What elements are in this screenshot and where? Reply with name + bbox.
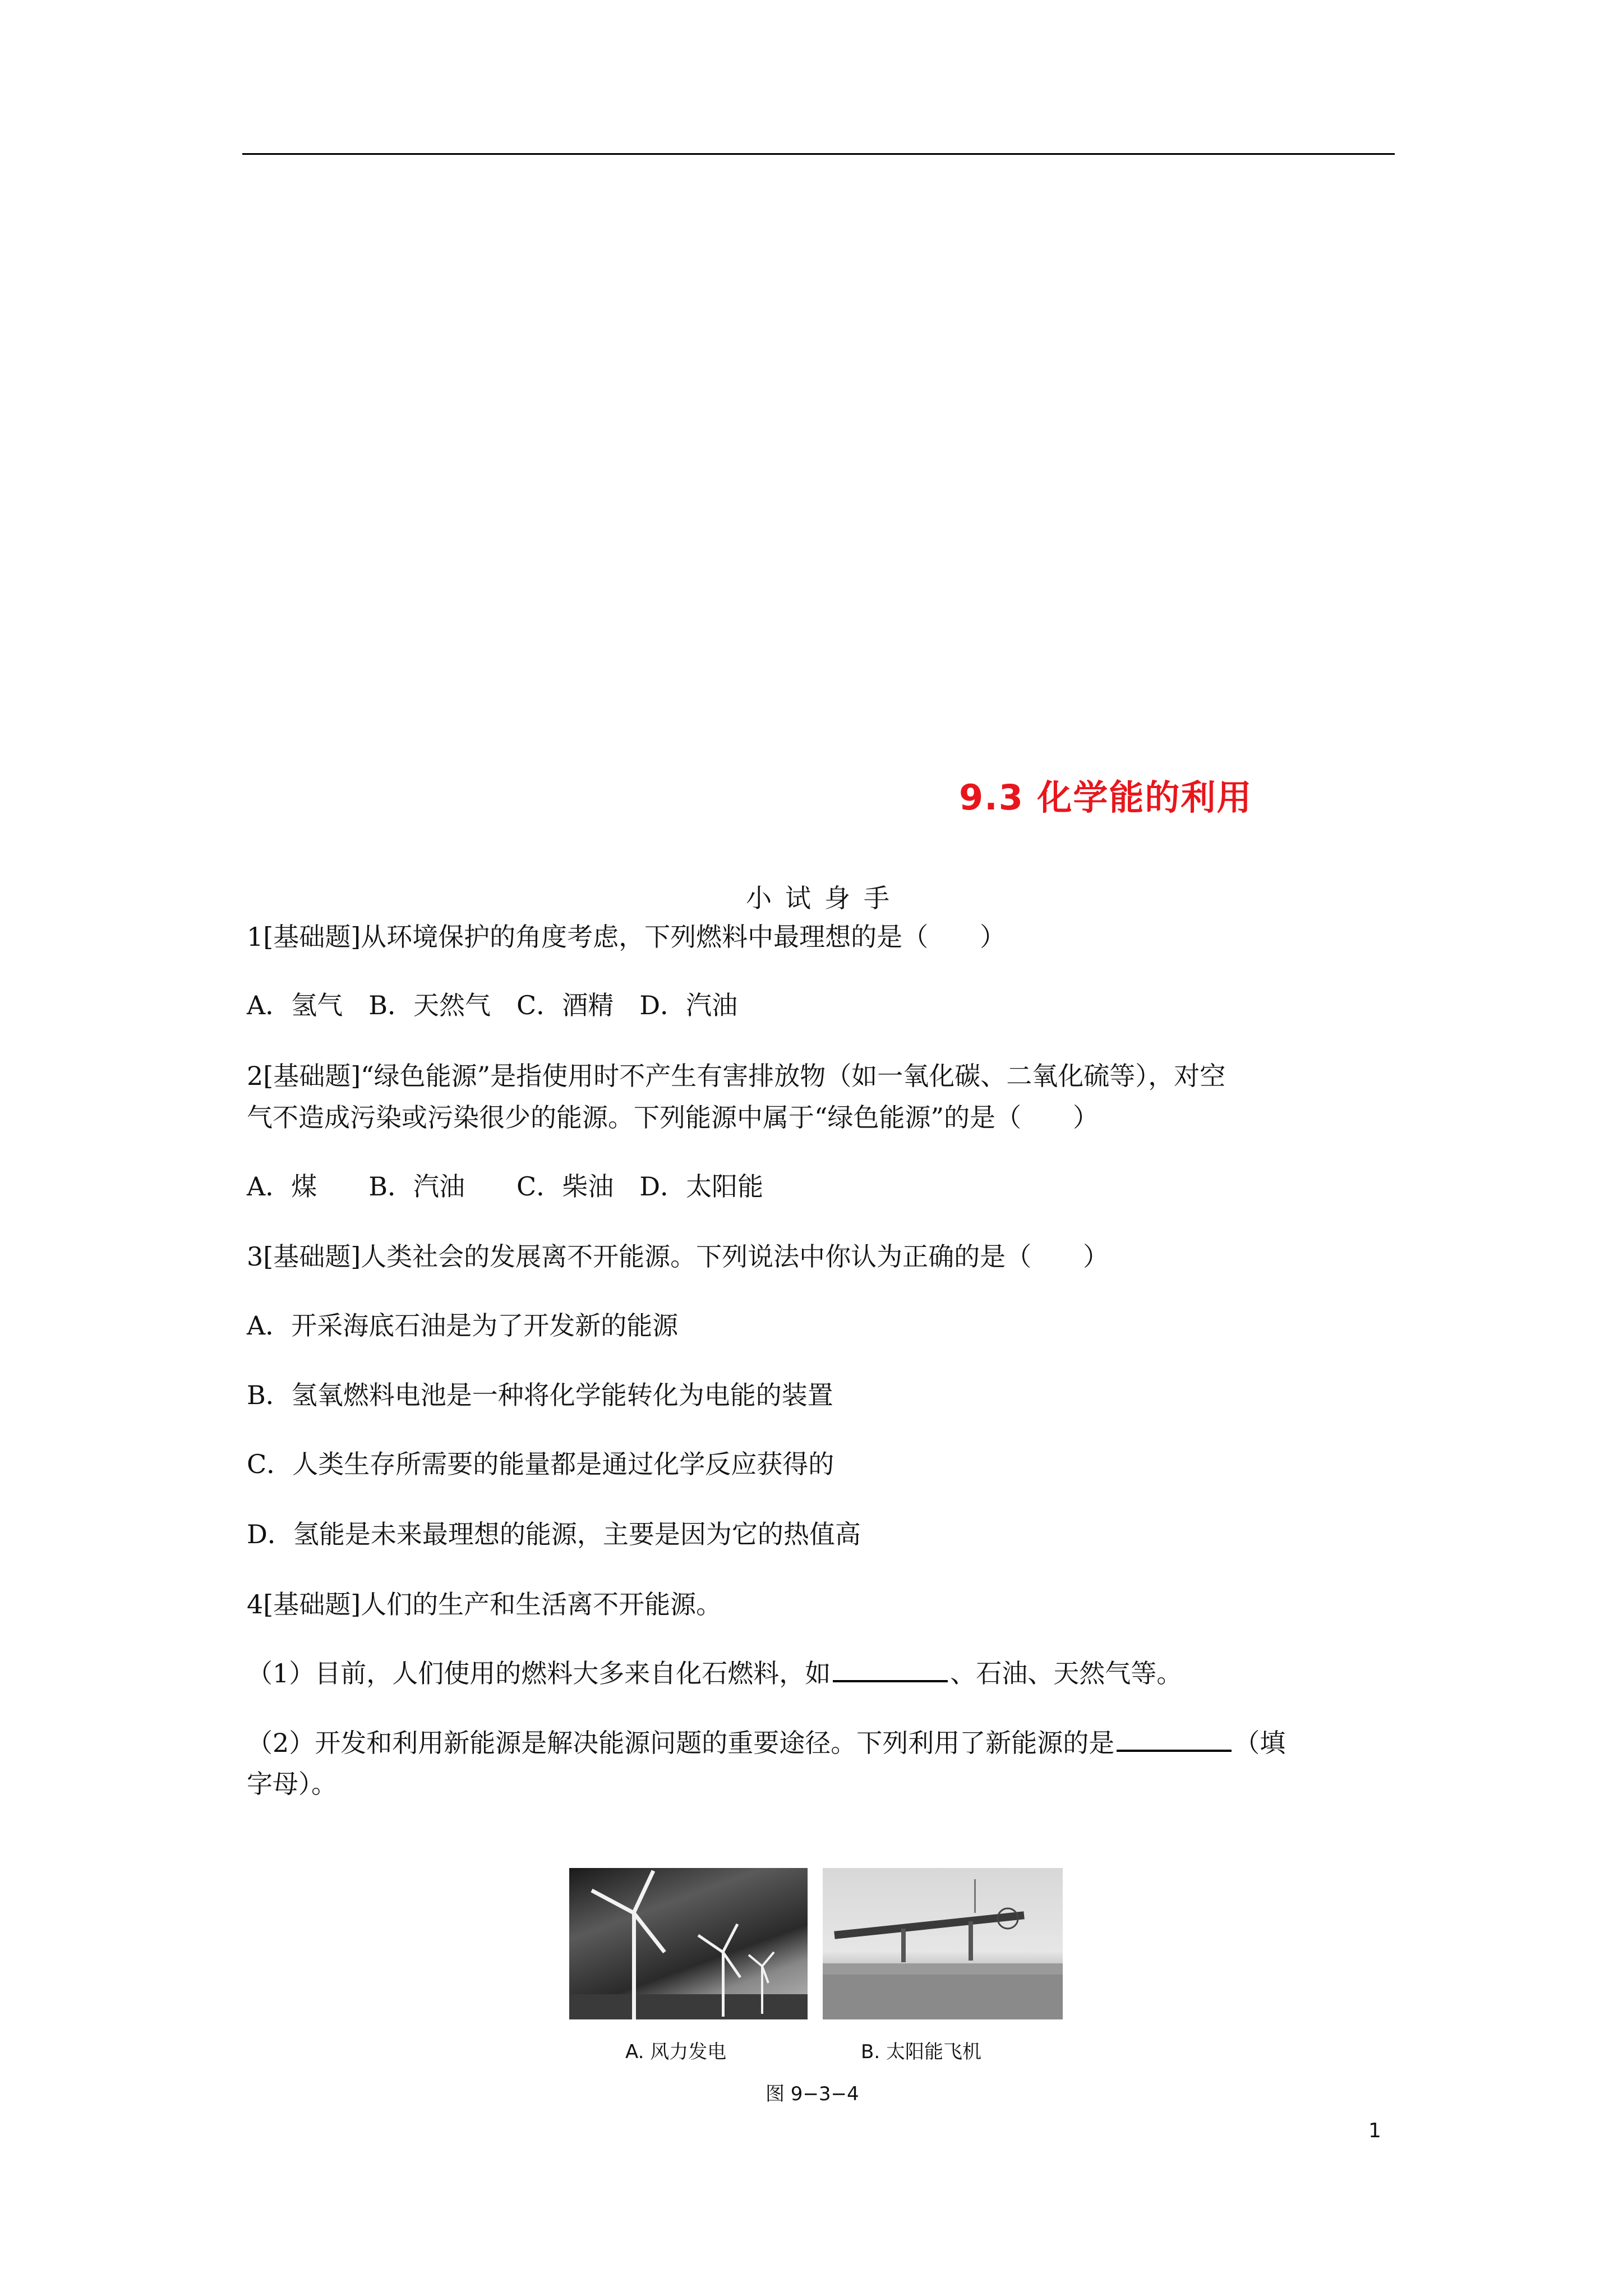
wind-turbine-icon [569,1868,808,2019]
q2-options: A．煤 B．汽油 C．柴油 D．太阳能 [247,1171,764,1202]
answer-blank-1[interactable] [833,1658,948,1682]
answer-blank-2[interactable] [1117,1727,1232,1752]
q3-option-b: B．氢氧燃料电池是一种将化学能转化为电能的装置 [247,1380,833,1410]
q3-option-a: A．开采海底石油是为了开发新的能源 [247,1310,679,1341]
wind-power-photo [569,1868,808,2019]
q2-stem-line2: 气不造成污染或污染很少的能源。下列能源中属于“绿色能源”的是（ ） [247,1102,1099,1133]
q4-part1-before: （1）目前，人们使用的燃料大多来自化石燃料，如 [247,1658,831,1688]
header-rule [242,153,1395,155]
q4-part2 [247,1726,1285,1760]
figure-label: 图 9−3−4 [766,2083,859,2105]
q4-stem: 4[基础题]人们的生产和生活离不开能源。 [247,1589,722,1619]
q2-stem-line1: 2[基础题]“绿色能源”是指使用时不产生有害排放物（如一氧化碳、二氧化硫等），对空 [247,1061,1226,1091]
q4-part2-before: （2）开发和利用新能源是解决能源问题的重要途径。下列利用了新能源的是 [247,1728,1115,1758]
page-number: 1 [1368,2119,1381,2142]
q3-stem: 3[基础题]人类社会的发展离不开能源。下列说法中你认为正确的是（ ） [247,1241,1109,1272]
page-title: 9.3 化学能的利用 [959,777,1253,818]
q3-option-d: D．氢能是未来最理想的能源，主要是因为它的热值高 [247,1519,861,1549]
q1-stem: 1[基础题]从环境保护的角度考虑，下列燃料中最理想的是（ ） [247,922,1006,952]
solar-plane-photo [823,1868,1063,2019]
q4-part1-after: 、石油、天然气等。 [950,1658,1183,1688]
caption-solar-plane: B. 太阳能飞机 [861,2041,981,2063]
q4-part1 [247,1657,1182,1690]
q3-option-c: C．人类生存所需要的能量都是通过化学反应获得的 [247,1449,834,1479]
q4-part2-line2: 字母）。 [247,1769,337,1799]
section-heading: 小试身手 [746,883,903,913]
caption-wind-power: A. 风力发电 [625,2041,727,2063]
solar-plane-icon [823,1868,1063,2019]
q4-part2-after: （填 [1234,1728,1286,1758]
q1-options: A．氢气 B．天然气 C．酒精 D．汽油 [247,990,738,1020]
